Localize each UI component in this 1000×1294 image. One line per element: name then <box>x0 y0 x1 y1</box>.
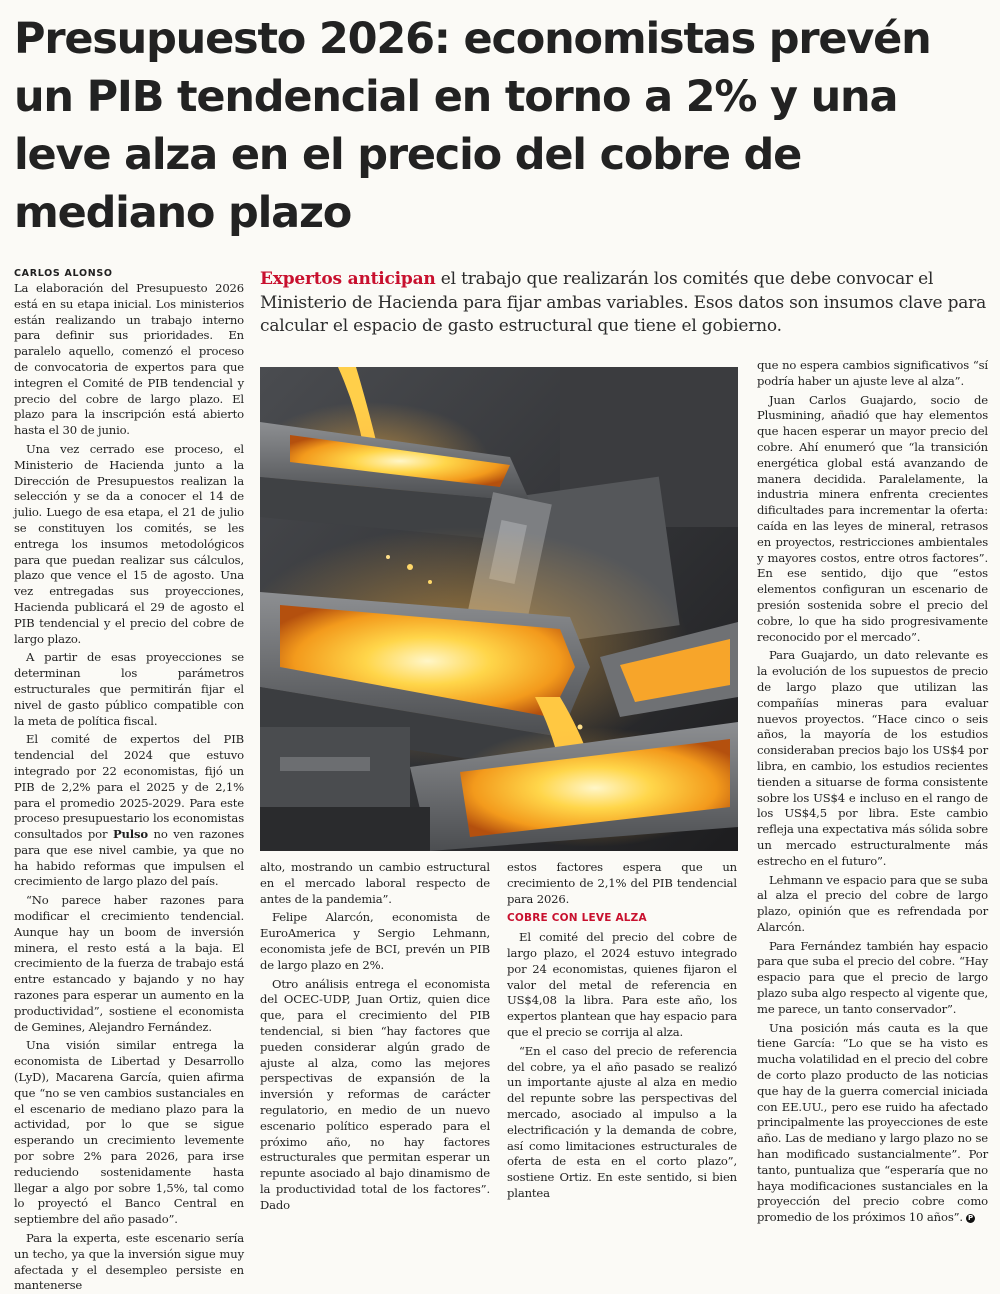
pulso-end-icon: P <box>966 1214 975 1223</box>
paragraph: El comité del precio del cobre de largo plazo, el 2024 estuvo integrado por 24 economistas, quienes fijaron el valor del metal de referencia en US$4,08 la libra. Para este año, los expertos plantean que hay espacio para que el precio se corrija al alza. <box>507 930 737 1039</box>
paragraph: Para la experta, este escenario sería un techo, ya que la inversión sigue muy afectada y el desempleo persiste en mantenerse <box>14 1231 244 1293</box>
paragraph: Lehmann ve espacio para que se suba al alza el precio del cobre de largo plazo, opinión que es refrendada por Alarcón. <box>757 872 988 934</box>
publication-name: Pulso <box>112 827 148 842</box>
paragraph: Juan Carlos Guajardo, socio de Plusmining, añadió que hay elementos que hacen esperar un mayor precio del cobre. Ahí enumeró que “la transición energética global está avanzando de manera decidida. Paralelamente, la industria minera enfrenta crecientes dificultades para incrementar la oferta: caída en las leyes de mineral, retrasos en proyectos, restricciones ambientales y mayores costos, entre otros factores”. En ese sentido, dijo que “estos elementos configuran un escenario de presión sostenida sobre el precio del cobre, lo que ha sido progresivamente reconocido por el mercado”. <box>757 392 988 644</box>
article-column-4 <box>757 358 988 1226</box>
article-column-1 <box>14 266 244 1294</box>
paragraph: Para Guajardo, un dato relevante es la evolución de los supuestos de precio de largo plazo que utilizan las compañías mineras para evaluar nuevos proyectos. “Hace cinco o seis años, la mayoría de los estudios consideraban precios bajo los US$4 por libra, en cambio, los estudios recientes tienden a situarse de forma consistente sobre los US$4 e incluso en el rango de los US$4,5 por libra. Este cambio refleja una expectativa más sólida sobre un mercado estructuralmente más estrecho en el futuro”. <box>757 648 988 868</box>
headline: Presupuesto 2026: economistas prevén un PIB tendencial en torno a 2% y una leve alza en el precio del cobre de mediano plazo <box>14 14 931 238</box>
lead-deck <box>260 268 990 339</box>
text-run: El comité de expertos del PIB tendencial del 2024 que estuvo integrado por 22 economistas, fijó un PIB de 2,2% para el 2025 y de 2,1% para el promedio 2025-2029. Para este proceso presupuestario los economistas consultados por <box>14 732 244 842</box>
paragraph: “En el caso del precio de referencia del cobre, ya el año pasado se realizó un importante ajuste al alza en medio del repunte sobre las perspectivas del mercado, asociado al impulso a la electrificación y la demanda de cobre, así como limitaciones estructurales de oferta de esta en el corto plazo”, sostiene Ortiz. En este sentido, si bien plantea <box>507 1043 737 1200</box>
paragraph: que no espera cambios significativos “sí podría haber un ajuste leve al alza”. <box>757 358 988 388</box>
paragraph: Una visión similar entrega la economista de Libertad y Desarrollo (LyD), Macarena García, quien afirma que “no se ven cambios sustanciales en el escenario de mediano plazo para la actividad, por lo que se sigue esperando un crecimiento levemente por sobre 2% para 2026, para irse reduciendo sostenidamente hasta llegar a algo por sobre 1,5%, tal como lo proyectó el Banco Central en septiembre del año pasado”. <box>14 1038 244 1227</box>
lead-highlight: Expertos anticipan <box>260 269 436 289</box>
paragraph: La elaboración del Presupuesto 2026 está en su etapa inicial. Los ministerios están realizando un trabajo interno para definir sus prioridades. En paralelo aquello, comenzó el proceso de convocatoria de expertos para que integren el Comité de PIB tendencial y precio del cobre de largo plazo. El plazo para la inscripción está abierto hasta el 30 de junio. <box>14 281 244 438</box>
lead-text: el trabajo que realizarán los comités que debe convocar el Ministerio de Hacienda para fijar ambas variables. Esos datos son insumos clave para calcular el espacio de gasto estructural que tiene el gobierno. <box>260 269 987 336</box>
article-column-3 <box>507 860 737 1202</box>
section-subhead: COBRE CON LEVE ALZA <box>507 912 647 925</box>
article-column-2 <box>260 860 490 1214</box>
paragraph <box>14 732 244 890</box>
paragraph: “No parece haber razones para modificar el crecimiento tendencial. Aunque hay un boom de inversión minera, el resto está a la baja. El crecimiento de la fuerza de trabajo está entre estancado y bajando y no hay razones para esperar un aumento en la productividad”, sostiene el economista de Gemines, Alejandro Fernández. <box>14 893 244 1034</box>
paragraph: A partir de esas proyecciones se determinan los parámetros estructurales que permitirán fijar el nivel de gasto público compatible con la meta de política fiscal. <box>14 650 244 728</box>
text-run: Una posición más cauta es la que tiene García: “Lo que se ha visto es mucha volatilidad en el precio del cobre de corto plazo producto de las noticias que hay de la guerra comercial iniciada con EE.UU., pero ese ruido ha afectado principalmente las proyecciones de este año. Las de mediano y largo plazo no se han modificado sustancialmente”. Por tanto, puntualiza que “esperaría que no haya modificaciones sustanciales en la proyección del precio cobre como promedio de los próximos 10 años”. <box>757 1020 988 1225</box>
paragraph: Felipe Alarcón, economista de EuroAmerica y Sergio Lehmann, economista jefe de BCI, prevén un PIB de largo plazo en 2%. <box>260 910 490 972</box>
photo-illustration <box>260 367 738 851</box>
paragraph: estos factores espera que un crecimiento de 2,1% del PIB tendencial para 2026. <box>507 860 737 906</box>
paragraph: alto, mostrando un cambio estructural en el mercado laboral respecto de antes de la pandemia”. <box>260 860 490 906</box>
copper-smelting-photo <box>260 367 738 851</box>
paragraph <box>757 1021 988 1226</box>
byline: CARLOS ALONSO <box>14 268 113 279</box>
text-run: no ven razones para que ese nivel cambie, ya que no ha habido reformas que impulsen el crecimiento de largo plazo del país. <box>14 827 244 889</box>
paragraph: Una vez cerrado ese proceso, el Ministerio de Hacienda junto a la Dirección de Presupuestos realizan la selección y se da a conocer el 14 de julio. Luego de esa etapa, el 21 de julio se constituyen los comités, se les entrega los insumos metodológicos para que puedan realizar sus cálculos, plazo que vence el 15 de agosto. Una vez entregadas sus proyecciones, Hacienda publicará el 29 de agosto el PIB tendencial y el precio del cobre de largo plazo. <box>14 441 244 646</box>
paragraph: Para Fernández también hay espacio para que suba el precio del cobre. “Hay espacio para que el precio de largo plazo suba algo respecto al vigente que, me parece, un tanto conservador”. <box>757 938 988 1016</box>
paragraph: Otro análisis entrega el economista del OCEC-UDP, Juan Ortiz, quien dice que, para el crecimiento del PIB tendencial, si bien “hay factores que pueden considerar algún grado de ajuste al alza, como las mejores perspectivas de expansión de la inversión y reformas de carácter regulatorio, en medio de un nuevo escenario político esperado para el próximo año, no hay factores estructurales que permitan esperar un repunte asociado al bajo dinamismo de la productividad total de los factores”. Dado <box>260 976 490 1212</box>
